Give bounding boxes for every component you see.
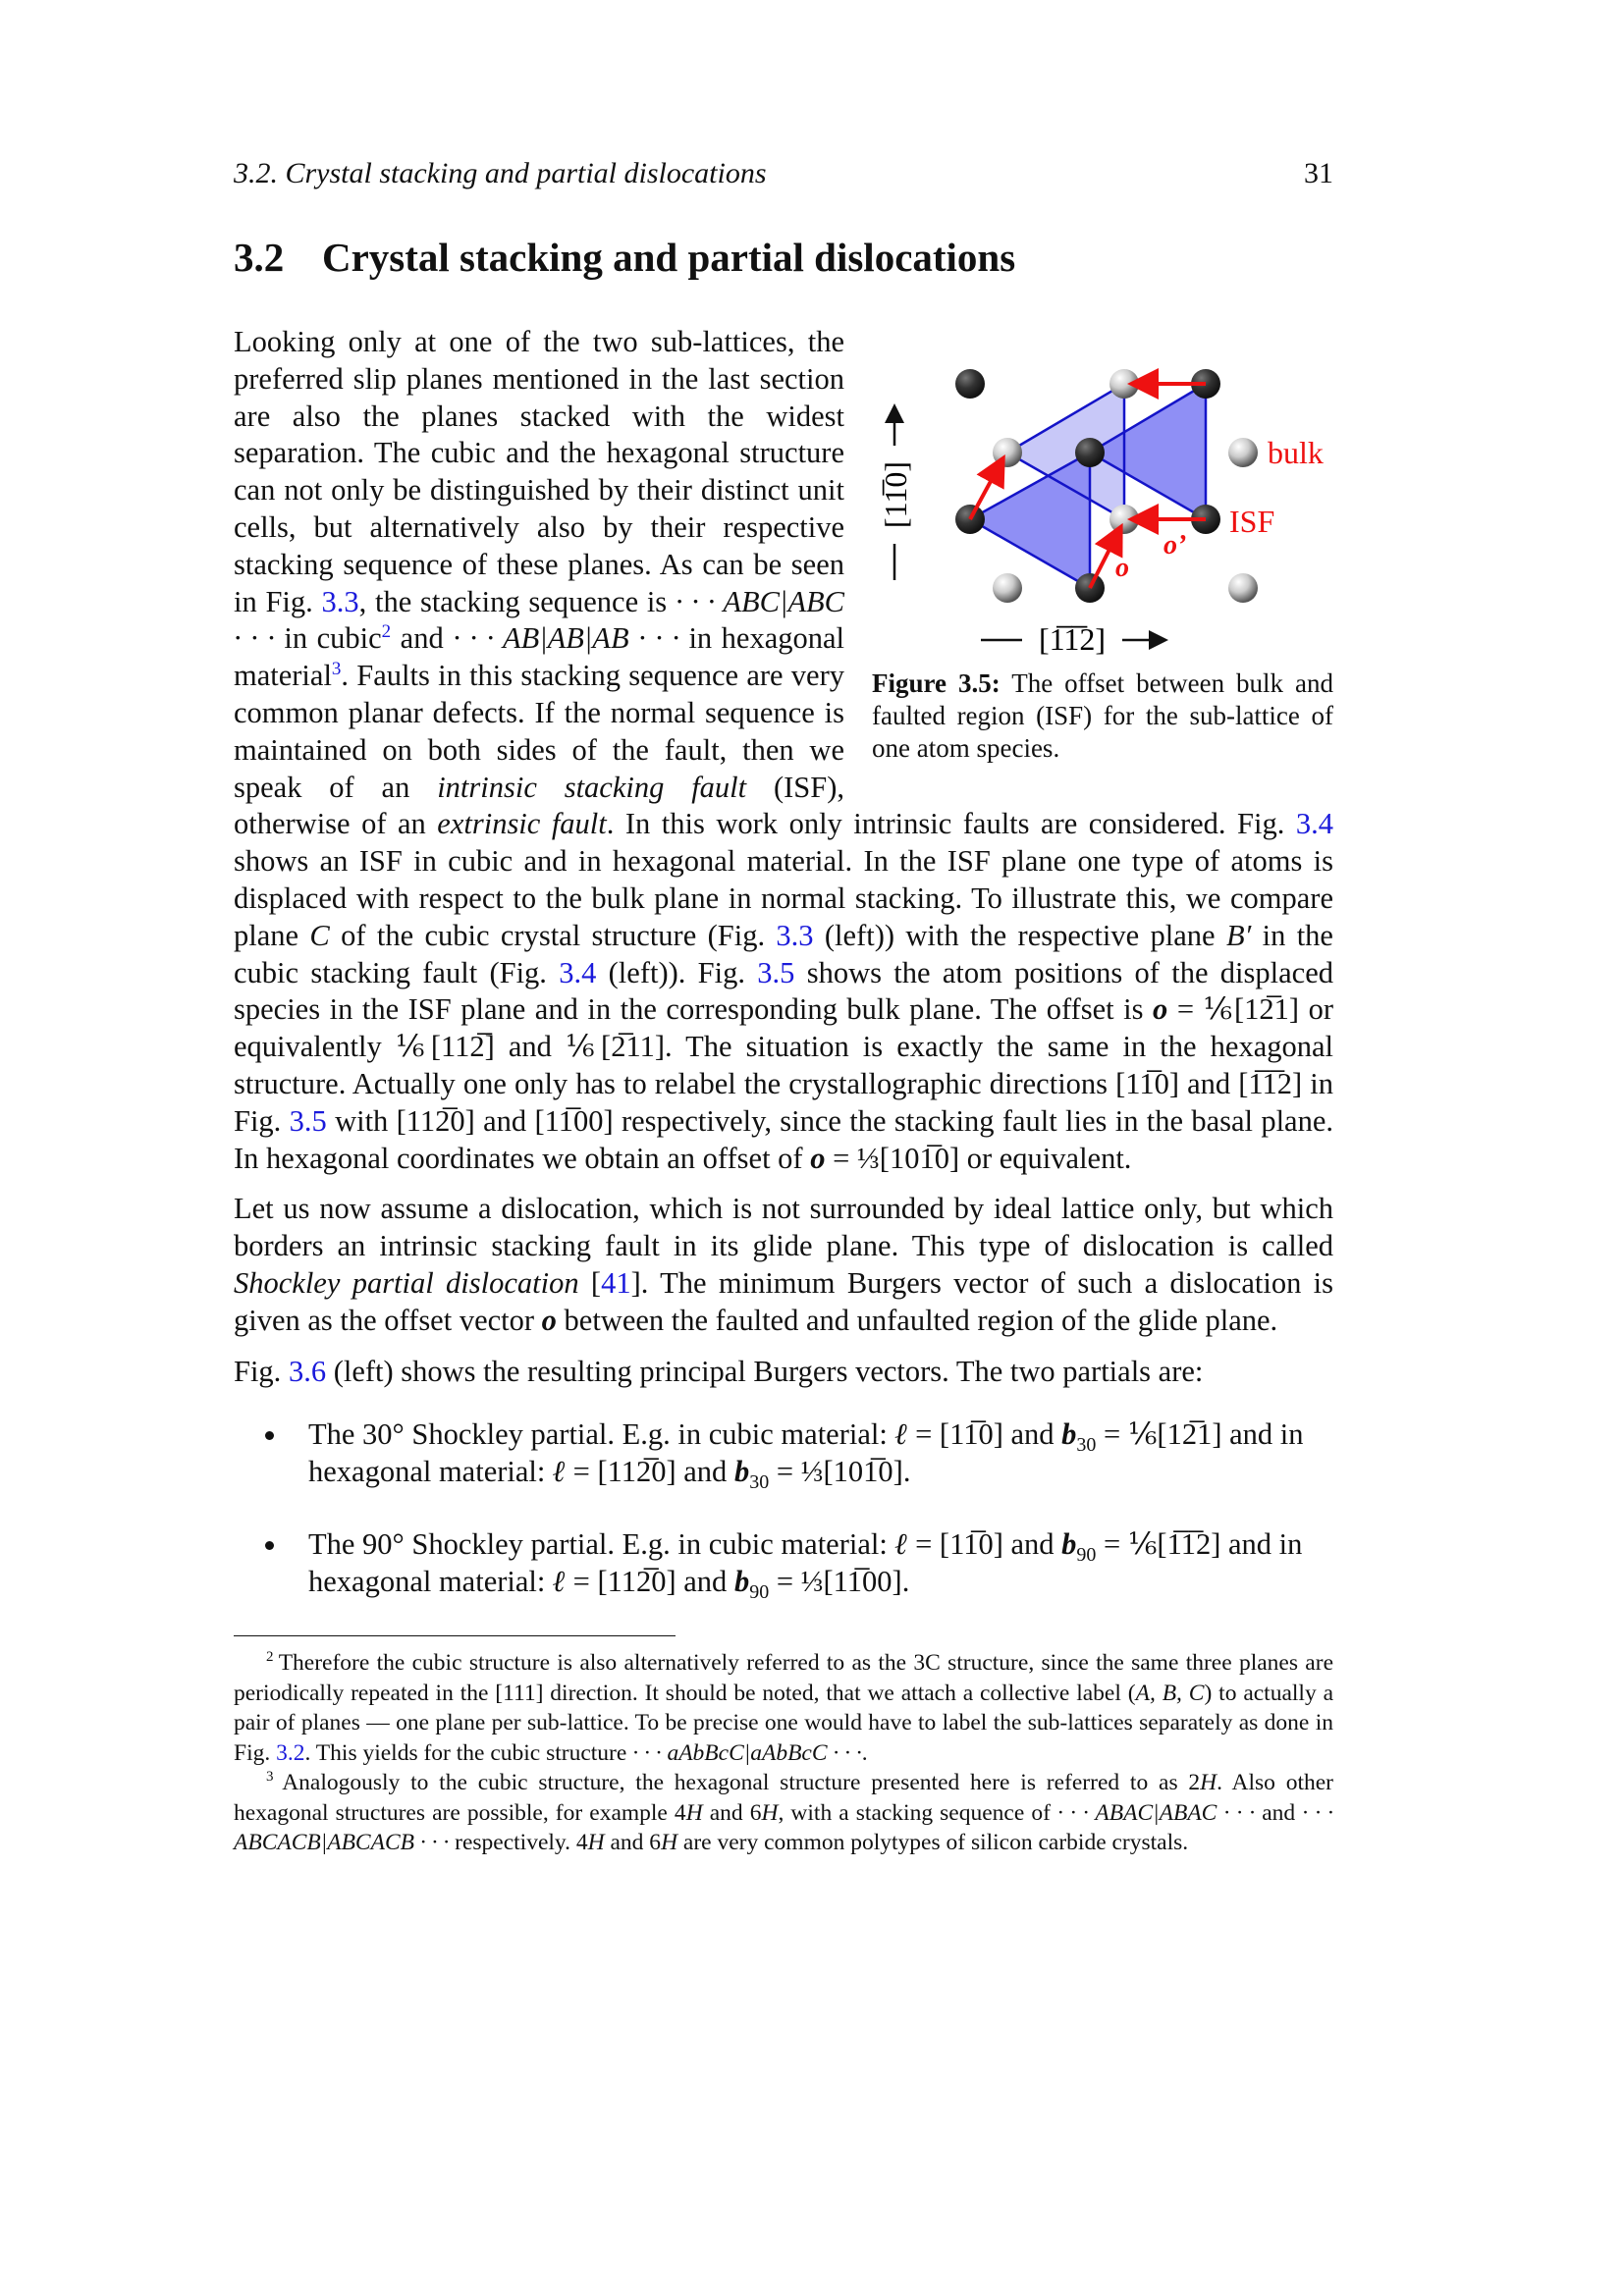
text-run: = [11̅0] and xyxy=(907,1527,1062,1562)
text-run: Fig. xyxy=(234,1354,289,1388)
figure-label: Figure 3.5: xyxy=(872,668,1001,698)
text-run: of the cubic crystal structure (Fig. xyxy=(329,918,777,952)
text-run: Therefore the cubic structure is also alternatively referred to as the 3C structure, since the same three planes are periodically repeated in the [111] direction. It should be noted, that we attach a collective label ( xyxy=(234,1650,1333,1706)
text-run: . Faults in this stacking sequence are very common planar defects. If the normal sequence is maintained on both sides of the fault, then we speak of an xyxy=(234,659,844,804)
text-run: = ⅓[101̅0] or equivalent. xyxy=(825,1141,1132,1175)
text-run: H xyxy=(1200,1770,1217,1796)
footnotes xyxy=(234,1648,1333,1858)
text-run: The 30° Shockley partial. E.g. in cubic material: xyxy=(308,1417,895,1452)
paragraph-stacking xyxy=(234,324,1333,1177)
text-run: · · · ABAC|ABAC · · · xyxy=(1057,1799,1256,1826)
page-number: 31 xyxy=(1304,157,1333,189)
text-run: · · · AB|AB|AB · · · xyxy=(453,621,679,656)
section-heading xyxy=(234,234,1333,281)
cross-reference-link[interactable]: 3.4 xyxy=(559,955,597,989)
text-run: = [11̅0] and xyxy=(907,1417,1062,1452)
text-run: Shockley partial dislocation xyxy=(234,1265,579,1300)
label-o-prime: o’ xyxy=(1163,530,1187,561)
text-run: 30 xyxy=(749,1471,770,1494)
footnote-3 xyxy=(234,1768,1333,1858)
list-item-90-partial xyxy=(308,1525,1333,1604)
text-run: (left)). Fig. xyxy=(596,955,758,989)
partials-list xyxy=(234,1415,1333,1604)
stacking-fault-diagram xyxy=(872,338,1333,662)
figure-caption xyxy=(872,667,1333,765)
text-run: H xyxy=(761,1799,779,1826)
text-run: = ⅙[1̅1̅2] and in hexagonal material: xyxy=(308,1527,1303,1599)
text-run: = ⅙[12̅1] and in hexagonal material: xyxy=(308,1417,1304,1489)
text-run: Looking only at one of the two sub-lattices, the preferred slip planes mentioned in the last section are also the planes stacked with the widest separation. The cubic and the hexagonal structure can not only be distinguished by their distinct unit cells, but alternatively also by their respective stacking sequence of these planes. As can be seen in Fig. xyxy=(234,325,844,618)
text-run: A, B, C xyxy=(1135,1680,1205,1706)
face-dark-left xyxy=(970,453,1090,588)
cross-reference-link[interactable]: 3.5 xyxy=(757,955,795,989)
text-run: Let us now assume a dislocation, which is not surrounded by ideal lattice only, but which borders an intrinsic stacking fault in its glide plane. This type of dislocation is called xyxy=(234,1192,1333,1263)
axis-label-horizontal: [1̅1̅2] xyxy=(1038,621,1107,657)
cross-reference-link[interactable]: 2 xyxy=(381,621,392,643)
atom-light xyxy=(1109,505,1139,534)
text-run: 90 xyxy=(749,1581,770,1604)
cross-reference-link[interactable]: 3.5 xyxy=(289,1103,327,1138)
text-run: ℓ xyxy=(894,1417,908,1452)
text-run: . In this work only intrinsic faults are considered. Fig. xyxy=(606,807,1296,841)
cross-reference-link[interactable]: 3.6 xyxy=(288,1354,327,1388)
footnote-rule xyxy=(234,1635,676,1636)
text-run: o xyxy=(541,1303,557,1337)
text-run: B′ xyxy=(1225,918,1252,952)
text-run: · · · ABC|ABC · · · xyxy=(234,584,845,656)
text-run: H xyxy=(661,1830,678,1856)
axis-vertical xyxy=(878,408,913,580)
footnote-2 xyxy=(234,1648,1333,1768)
text-run: , with a stacking sequence of xyxy=(778,1799,1057,1826)
cross-reference-link[interactable]: 3.2 xyxy=(276,1739,305,1766)
text-run: = [112̅0] and xyxy=(566,1565,734,1599)
text-run: Analogously to the cubic structure, the hexagonal structure presented here is referred to as 2 xyxy=(282,1770,1201,1796)
text-run: (left)) with the respective plane xyxy=(813,918,1226,952)
text-run: o xyxy=(810,1141,826,1175)
text-run: and xyxy=(391,621,454,656)
text-run: (ISF), otherwise of an xyxy=(234,770,844,841)
text-run: and 6 xyxy=(604,1830,662,1856)
list-item-30-partial xyxy=(308,1415,1333,1494)
atom-dark xyxy=(1075,438,1105,467)
text-run: shows an ISF in cubic and in hexagonal material. In the ISF plane one type of atoms is displaced with respect to the bulk plane in normal stacking. To illustrate this, we compare plane xyxy=(234,844,1333,952)
section-title: Crystal stacking and partial dislocations xyxy=(322,235,1016,280)
text-run: and 6 xyxy=(702,1799,762,1826)
section-number: 3.2 xyxy=(234,235,285,280)
text-run: , the stacking sequence is xyxy=(358,584,676,618)
text-run: · · · aAbBcC|aAbBcC · · · xyxy=(632,1739,862,1766)
text-run: b xyxy=(1061,1417,1077,1452)
cross-reference-link[interactable]: 3.3 xyxy=(321,584,359,618)
text-run: ℓ xyxy=(894,1527,908,1562)
footnote-mark: 3 xyxy=(266,1769,283,1786)
atom-dark xyxy=(955,369,985,399)
text-run: 30 xyxy=(1076,1434,1097,1457)
page xyxy=(234,157,1333,1858)
paragraph-burgers xyxy=(234,1354,1333,1391)
cross-reference-link[interactable]: 3 xyxy=(331,659,342,680)
axis-label-vertical: [11̅0] xyxy=(878,460,913,529)
text-run: intrinsic stacking fault xyxy=(437,770,747,804)
text-run: b xyxy=(1061,1527,1077,1562)
text-run: b xyxy=(733,1565,750,1599)
text-run: ]. The minimum Burgers vector of such a dislocation is given as the offset vector xyxy=(234,1265,1333,1337)
text-run: [ xyxy=(578,1265,602,1300)
text-run: in the cubic stacking fault (Fig. xyxy=(234,918,1333,989)
label-isf: ISF xyxy=(1229,504,1275,539)
atom-light xyxy=(1109,369,1139,399)
text-run: H xyxy=(587,1830,605,1856)
atom-light xyxy=(993,438,1022,467)
text-run: between the faulted and unfaulted region of the glide plane. xyxy=(556,1303,1278,1337)
cross-reference-link[interactable]: 41 xyxy=(601,1265,631,1300)
running-title: 3.2. Crystal stacking and partial dislocations xyxy=(234,157,767,189)
text-run: . Also other hexagonal structures are possible, for example 4 xyxy=(234,1770,1334,1826)
text-run: are very common polytypes of silicon carbide crystals. xyxy=(677,1830,1189,1856)
text-run: in hexagonal material xyxy=(234,621,845,693)
text-run: o xyxy=(1153,992,1168,1027)
atom-light xyxy=(1228,438,1258,467)
text-run: = ⅓[101̅0]. xyxy=(769,1455,911,1489)
figure-caption-text: The offset between bulk and faulted region (ISF) for the sub-lattice of one atom species. xyxy=(872,668,1334,763)
footnote-mark: 2 xyxy=(266,1649,279,1666)
text-run: extrinsic fault xyxy=(437,807,607,841)
text-run: = ⅙[12̅1] or equivalently ⅙[112̅] and ⅙[2̅11]. The situation is exactly the same in the hexagonal structure. Actually one only has to relabel the crystallographic directions [11̅0] and [1̅1̅2] in Fig. xyxy=(234,992,1334,1138)
atom-light xyxy=(993,573,1022,603)
text-run: and xyxy=(1255,1799,1303,1826)
text-run: · · · ABCACB|ABCACB · · · xyxy=(234,1799,1334,1856)
text-run: ) to actually a pair of planes — one plane per sub-lattice. To be precise one would have to label the sub-lattices separately as done in Fig. xyxy=(234,1680,1333,1766)
text-run: = [112̅0] and xyxy=(566,1455,734,1489)
text-run: C xyxy=(309,918,330,952)
cross-reference-link[interactable]: 3.4 xyxy=(1295,807,1333,841)
cross-reference-link[interactable]: 3.3 xyxy=(776,918,814,952)
text-run: b xyxy=(733,1455,750,1489)
text-run: ℓ xyxy=(552,1455,567,1489)
atom-light xyxy=(1228,573,1258,603)
text-run: The 90° Shockley partial. E.g. in cubic material: xyxy=(308,1527,895,1562)
text-run: (left) shows the resulting principal Burgers vectors. The two partials are: xyxy=(326,1354,1204,1388)
text-run: . xyxy=(861,1739,868,1766)
text-run: ℓ xyxy=(552,1565,567,1599)
label-o: o xyxy=(1115,553,1129,583)
text-run: 90 xyxy=(1076,1544,1097,1567)
text-run: H xyxy=(685,1799,703,1826)
label-bulk: bulk xyxy=(1268,435,1324,470)
axis-horizontal xyxy=(981,621,1163,657)
text-run: in cubic xyxy=(274,621,382,656)
text-run: with [112̅0] and [11̅00] respectively, since the stacking fault lies in the basal plane. In hexagonal coordinates we obtain an offset of xyxy=(234,1103,1334,1175)
text-run: respectively. 4 xyxy=(449,1830,588,1856)
text-run: = ⅓[11̅00]. xyxy=(769,1565,910,1599)
paragraph-shockley xyxy=(234,1191,1333,1339)
figure-3-5 xyxy=(872,338,1333,765)
text-run: shows the atom positions of the displaced species in the ISF plane and in the corresponding bulk plane. The offset is xyxy=(234,955,1333,1027)
text-run: . This yields for the cubic structure xyxy=(304,1739,633,1766)
running-header xyxy=(234,157,1333,196)
